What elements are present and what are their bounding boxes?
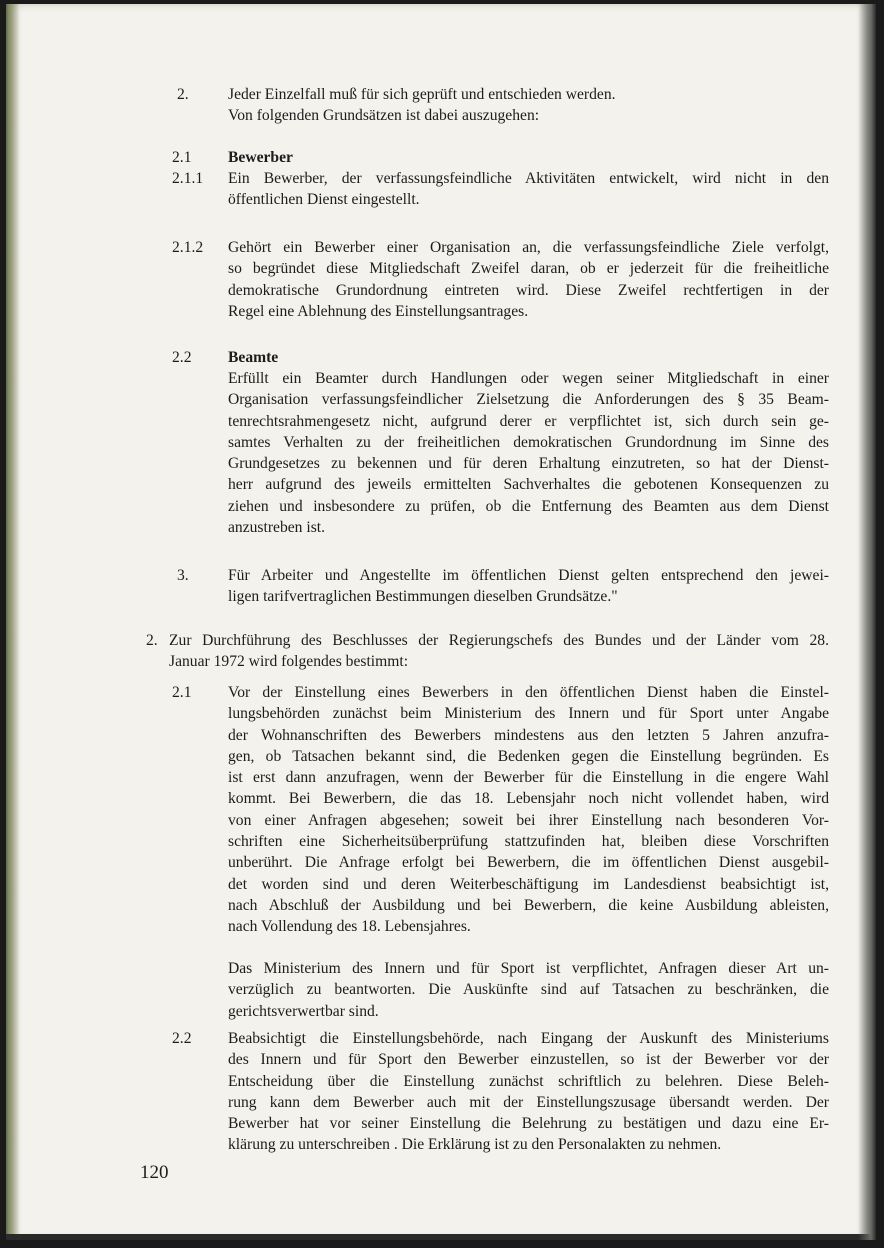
text-line: ligen tarifvertraglichen Bestimmungen dieselben Grundsätze." bbox=[228, 588, 618, 606]
text-line: Ein Bewerber, der verfassungsfeindliche Aktivitäten entwickelt, wird nicht in den bbox=[228, 170, 829, 187]
item-number: 2. bbox=[177, 86, 189, 103]
text-line: tenrechtsrahmengesetz nicht, aufgrund derer er verpflichtet ist, sich durch sein ge- bbox=[228, 412, 829, 430]
text-line: Januar 1972 wird folgendes bestimmt: bbox=[169, 653, 409, 671]
text-line: klärung zu unterschreiben . Die Erklärung ist zu den Personalakten zu nehmen. bbox=[228, 1136, 722, 1154]
paragraph bbox=[228, 1028, 829, 1156]
text-line: Für Arbeiter und Angestellte im öffentlichen Dienst gelten entsprechend den jewei- bbox=[228, 567, 829, 584]
text-line: gen, ob Tatsachen bekannt sind, die Bedenken gegen die Einstellung begründen. Es bbox=[228, 747, 829, 765]
text-line: samtes Verhalten zu der freiheitlichen demokratischen Grundordnung im Sinne des bbox=[228, 433, 829, 451]
text-line: Regel eine Ablehnung des Einstellungsantrages. bbox=[228, 302, 529, 320]
item-number: 2.1 bbox=[172, 149, 192, 166]
paragraph bbox=[228, 565, 829, 608]
paragraph bbox=[228, 958, 829, 1022]
paragraph bbox=[228, 84, 616, 127]
text-line: Erfüllt ein Beamter durch Handlungen oder wegen seiner Mitgliedschaft in einer bbox=[228, 370, 829, 387]
paragraph bbox=[228, 237, 829, 322]
page-number: 120 bbox=[140, 1162, 169, 1183]
text-line: Organisation verfassungsfeindlicher Zielsetzung die Anforderungen des § 35 Beam- bbox=[228, 391, 829, 409]
text-line: Das Ministerium des Innern und für Sport ist verpflichtet, Anfragen dieser Art un- bbox=[228, 960, 829, 977]
item-number: 2.1 bbox=[172, 684, 192, 701]
text-line: gerichtsverwertbar sind. bbox=[228, 1002, 379, 1020]
text-line: des Innern und für Sport den Bewerber einzustellen, so ist der Bewerber vor der bbox=[228, 1051, 829, 1069]
text-line: verzüglich zu beantworten. Die Auskünfte sind auf Tatsachen zu beschränken, die bbox=[228, 981, 829, 999]
text-line: anzustreben ist. bbox=[228, 519, 325, 537]
item-number: 2.1.2 bbox=[172, 239, 204, 256]
text-line: ziehen und insbesondere zu prüfen, ob die Entfernung des Beamten aus dem Dienst bbox=[228, 497, 829, 515]
section-number: 2. bbox=[146, 632, 158, 649]
text-line: so begründet diese Mitgliedschaft Zweifel daran, ob er jederzeit für die freiheitliche bbox=[228, 260, 829, 278]
section-heading: Bewerber bbox=[228, 149, 293, 166]
text-line: nach Abschluß der Ausbildung und bei Bewerbern, die keine Ausbildung ableisten, bbox=[228, 896, 829, 914]
section-heading: Beamte bbox=[228, 349, 279, 366]
item-number: 2.2 bbox=[172, 1030, 192, 1047]
item-number: 2.2 bbox=[172, 349, 192, 366]
text-line: kommt. Bei Bewerbern, die das 18. Lebensjahr noch nicht vollendet haben, wird bbox=[228, 790, 829, 808]
text-line: öffentlichen Dienst eingestellt. bbox=[228, 191, 420, 209]
text-line: rung kann dem Bewerber auch mit der Einstellungszusage übersandt werden. Der bbox=[228, 1093, 829, 1111]
text-line: Grundgesetzes zu bekennen und für deren Erhaltung einzutreten, so hat der Dienst- bbox=[228, 455, 829, 473]
text-line: Beabsichtigt die Einstellungsbehörde, nach Eingang der Auskunft des Ministeriums bbox=[228, 1030, 829, 1047]
text-line: Von folgenden Grundsätzen ist dabei auszugehen: bbox=[228, 107, 540, 125]
text-line: nach Vollendung des 18. Lebensjahres. bbox=[228, 918, 471, 936]
text-line: det worden sind und deren Weiterbeschäftigung im Landesdienst beabsichtigt ist, bbox=[228, 875, 829, 893]
text-line: Gehört ein Bewerber einer Organisation an, die verfassungsfeindliche Ziele verfolgt, bbox=[228, 239, 829, 256]
text-line: lungsbehörden zunächst beim Ministerium des Innern und für Sport unter Angabe bbox=[228, 705, 829, 723]
text-line: von einer Anfragen abgesehen; soweit bei ihrer Einstellung nach besonderen Vor- bbox=[228, 811, 829, 829]
item-number: 3. bbox=[177, 567, 189, 584]
paragraph bbox=[228, 368, 829, 538]
text-line: Bewerber hat vor seiner Einstellung die Belehrung zu bestätigen und dazu eine Er- bbox=[228, 1115, 829, 1133]
item-number: 2.1.1 bbox=[172, 170, 204, 187]
page-bottom-edge bbox=[6, 1234, 876, 1240]
text-line: der Wohnanschriften des Bewerbers mindestens aus den letzten 5 Jahren anzufra- bbox=[228, 726, 829, 744]
text-line: ist erst dann anzufragen, wenn der Bewerber für die Einstellung in die engere Wahl bbox=[228, 769, 829, 787]
text-line: schriften eine Sicherheitsüberprüfung stattzufinden hat, bleiben diese Vorschriften bbox=[228, 833, 829, 851]
text-line: Jeder Einzelfall muß für sich geprüft und entschieden werden. bbox=[228, 86, 616, 103]
text-line: Entscheidung über die Einstellung zunächst schriftlich zu belehren. Diese Beleh- bbox=[228, 1072, 829, 1090]
paragraph bbox=[228, 682, 829, 938]
paragraph bbox=[169, 630, 829, 673]
paragraph bbox=[228, 168, 829, 211]
text-line: demokratische Grundordnung eintreten wird. Diese Zweifel rechtfertigen in der bbox=[228, 281, 829, 299]
text-line: unberührt. Die Anfrage erfolgt bei Bewerbern, die im öffentlichen Dienst ausgebil- bbox=[228, 854, 829, 872]
text-line: herr aufgrund des jeweils ermittelten Sachverhaltes die gebotenen Konsequenzen zu bbox=[228, 476, 829, 494]
document-page bbox=[6, 4, 876, 1240]
text-line: Vor der Einstellung eines Bewerbers in den öffentlichen Dienst haben die Einstel- bbox=[228, 684, 829, 701]
text-line: Zur Durchführung des Beschlusses der Regierungschefs des Bundes und der Länder vom 28. bbox=[169, 632, 829, 649]
